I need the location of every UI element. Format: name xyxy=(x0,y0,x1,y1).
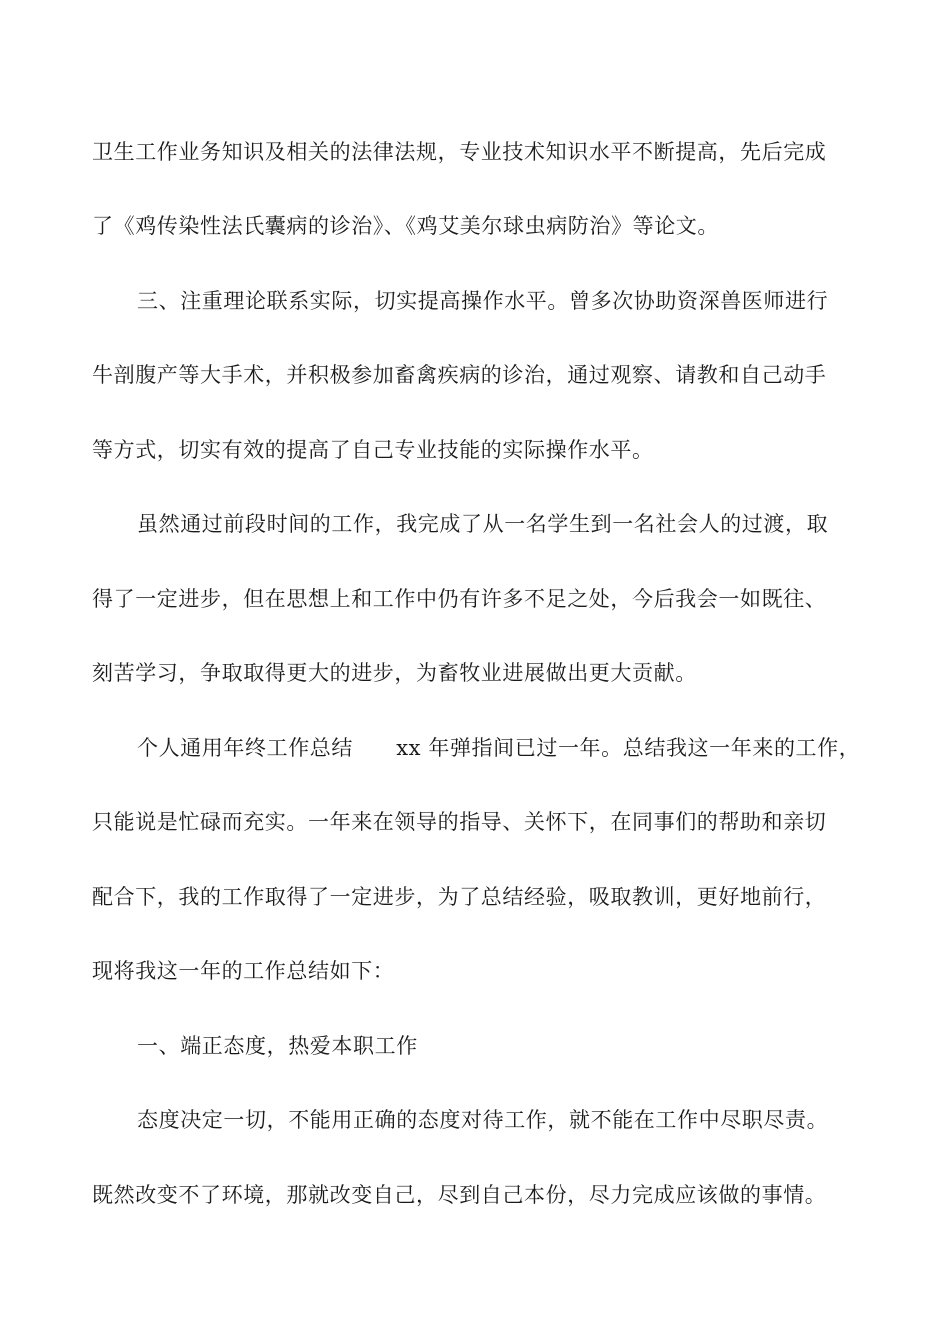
paragraph-line: 配合下，我的工作取得了一定进步，为了总结经验，吸取教训，更好地前行， xyxy=(92,885,827,909)
paragraph-line: 三、注重理论联系实际，切实提高操作水平。曾多次协助资深兽医师进行 xyxy=(137,289,829,313)
section-heading: 一、端正态度，热爱本职工作 xyxy=(137,1034,418,1058)
paragraph-line: 个人通用年终工作总结 xx 年弹指间已过一年。总结我这一年来的工作， xyxy=(137,736,861,760)
paragraph-line: 只能说是忙碌而充实。一年来在领导的指导、关怀下，在同事们的帮助和亲切 xyxy=(92,810,827,834)
paragraph-line: 卫生工作业务知识及相关的法律法规，专业技术知识水平不断提高，先后完成 xyxy=(92,140,827,164)
paragraph-line: 既然改变不了环境，那就改变自己，尽到自己本份，尽力完成应该做的事情。 xyxy=(92,1183,827,1207)
paragraph-line: 等方式，切实有效的提高了自己专业技能的实际操作水平。 xyxy=(92,438,654,462)
paragraph-line: 虽然通过前段时间的工作，我完成了从一名学生到一名社会人的过渡，取 xyxy=(137,512,829,536)
paragraph-line: 得了一定进步，但在思想上和工作中仍有许多不足之处，今后我会一如既往、 xyxy=(92,587,827,611)
paragraph-line: 刻苦学习，争取取得更大的进步，为畜牧业进展做出更大贡献。 xyxy=(92,661,697,685)
paragraph-line: 了《鸡传染性法氏囊病的诊治》、《鸡艾美尔球虫病防治》等论文。 xyxy=(92,214,719,238)
paragraph-line: 态度决定一切，不能用正确的态度对待工作，就不能在工作中尽职尽责。 xyxy=(137,1108,829,1132)
paragraph-line: 牛剖腹产等大手术，并积极参加畜禽疾病的诊治，通过观察、请教和自己动手 xyxy=(92,363,827,387)
paragraph-line: 现将我这一年的工作总结如下： xyxy=(92,959,395,983)
